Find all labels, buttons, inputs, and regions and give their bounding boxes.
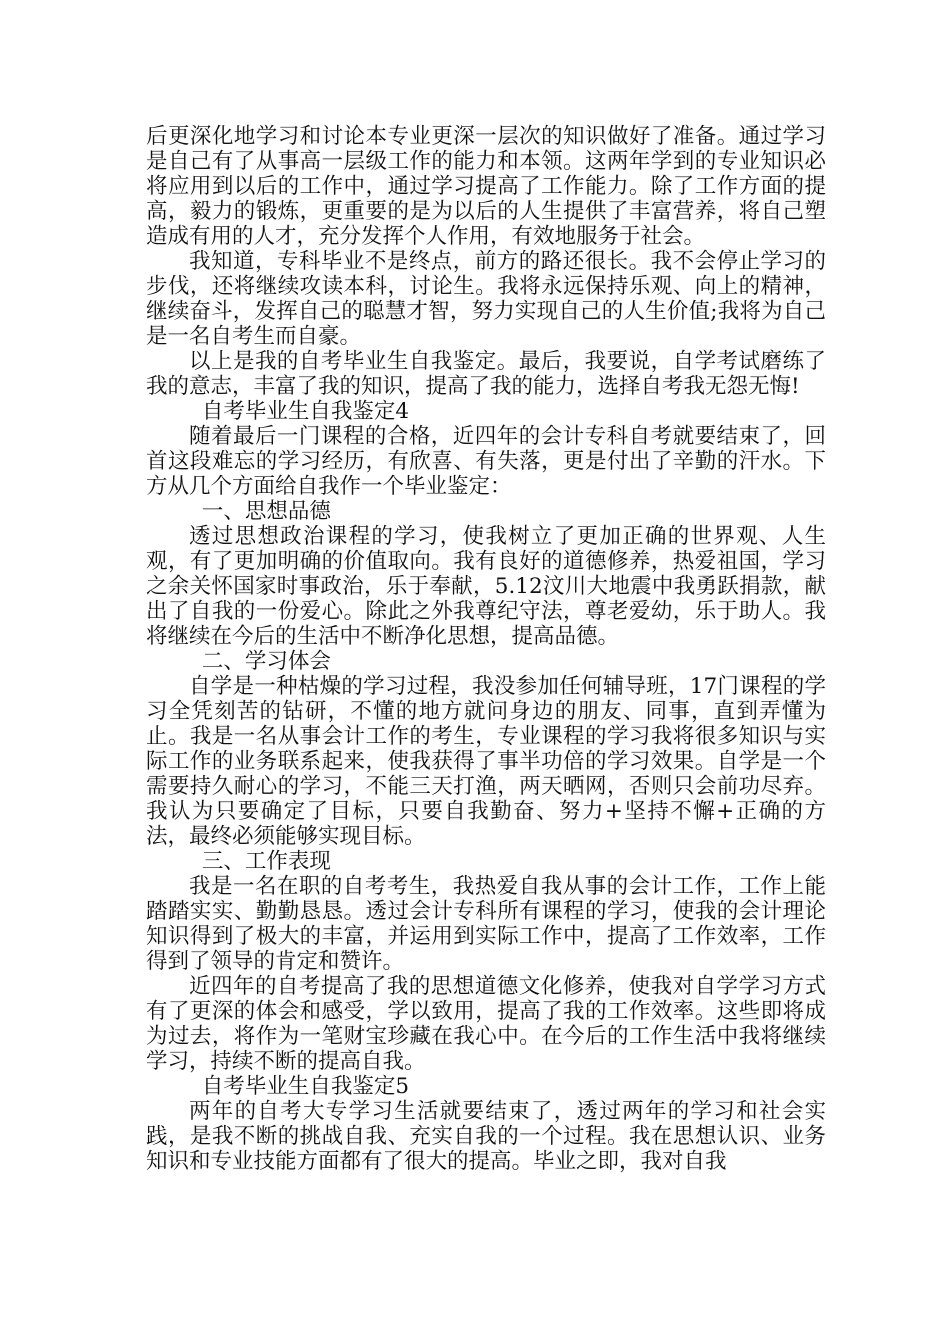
paragraph-work: 我是一名在职的自考考生，我热爱自我从事的会计工作，工作上能踏踏实实、勤勤恳恳。透过会计专科所有课程的学习，使我的会计理论知识得到了极大的丰富，并运用到实际工作中，提高了工作效率，工作得到了领导的肯定和赞许。: [146, 874, 826, 974]
paragraph-3: 以上是我的自考毕业生自我鉴定。最后，我要说，自学考试磨练了我的意志，丰富了我的知识，提高了我的能力，选择自考我无怨无悔!: [146, 349, 826, 399]
paragraph-2: 我知道，专科毕业不是终点，前方的路还很长。我不会停止学习的步伐，还将继续攻读本科，讨论生。我将永远保持乐观、向上的精神，继续奋斗，发挥自己的聪慧才智，努力实现自己的人生价值;我将为自己是一名自考生而自豪。: [146, 249, 826, 349]
section-title-5: 自考毕业生自我鉴定5: [201, 1074, 410, 1099]
paragraph-study: 自学是一种枯燥的学习过程，我没参加任何辅导班，17门课程的学习全凭刻苦的钻研，不懂的地方就问身边的朋友、同事，直到弄懂为止。我是一名从事会计工作的考生，专业课程的学习我将很多知识与实际工作的业务联系起来，使我获得了事半功倍的学习效果。自学是一个需要持久耐心的学习，不能三天打渔，两天晒网，否则只会前功尽弃。我认为只要确定了目标，只要自我勤奋、努力+坚持不懈+正确的方法，最终必须能够实现目标。: [146, 674, 826, 849]
document-body: [146, 124, 826, 1174]
paragraph-1: 后更深化地学习和讨论本专业更深一层次的知识做好了准备。通过学习是自己有了从事高一层级工作的能力和本领。这两年学到的专业知识必将应用到以后的工作中，通过学习提高了工作能力。除了工作方面的提高，毅力的锻炼，更重要的是为以后的人生提供了丰富营养，将自己塑造成有用的人才，充分发挥个人作用，有效地服务于社会。: [146, 124, 826, 249]
paragraph-5: 两年的自考大专学习生活就要结束了，透过两年的学习和社会实践，是我不断的挑战自我、充实自我的一个过程。我在思想认识、业务知识和专业技能方面都有了很大的提高。毕业之即，我对自我: [146, 1099, 826, 1174]
subheading-study: 二、学习体会: [201, 649, 331, 674]
paragraph-4: 随着最后一门课程的合格，近四年的会计专科自考就要结束了，回首这段难忘的学习经历，有欣喜、有失落，更是付出了辛勤的汗水。下方从几个方面给自我作一个毕业鉴定：: [146, 424, 826, 499]
subheading-ideology: 一、思想品德: [201, 499, 331, 524]
subheading-work: 三、工作表现: [201, 849, 331, 874]
paragraph-summary: 近四年的自考提高了我的思想道德文化修养，使我对自学学习方式有了更深的体会和感受，学以致用，提高了我的工作效率。这些即将成为过去，将作为一笔财宝珍藏在我心中。在今后的工作生活中我将继续学习，持续不断的提高自我。: [146, 974, 826, 1074]
section-title-4: 自考毕业生自我鉴定4: [201, 399, 410, 424]
paragraph-ideology: 透过思想政治课程的学习，使我树立了更加正确的世界观、人生观，有了更加明确的价值取向。我有良好的道德修养，热爱祖国，学习之余关怀国家时事政治，乐于奉献，5.12汶川大地震中我勇跃捐款，献出了自我的一份爱心。除此之外我尊纪守法，尊老爱幼，乐于助人。我将继续在今后的生活中不断净化思想，提高品德。: [146, 524, 826, 649]
